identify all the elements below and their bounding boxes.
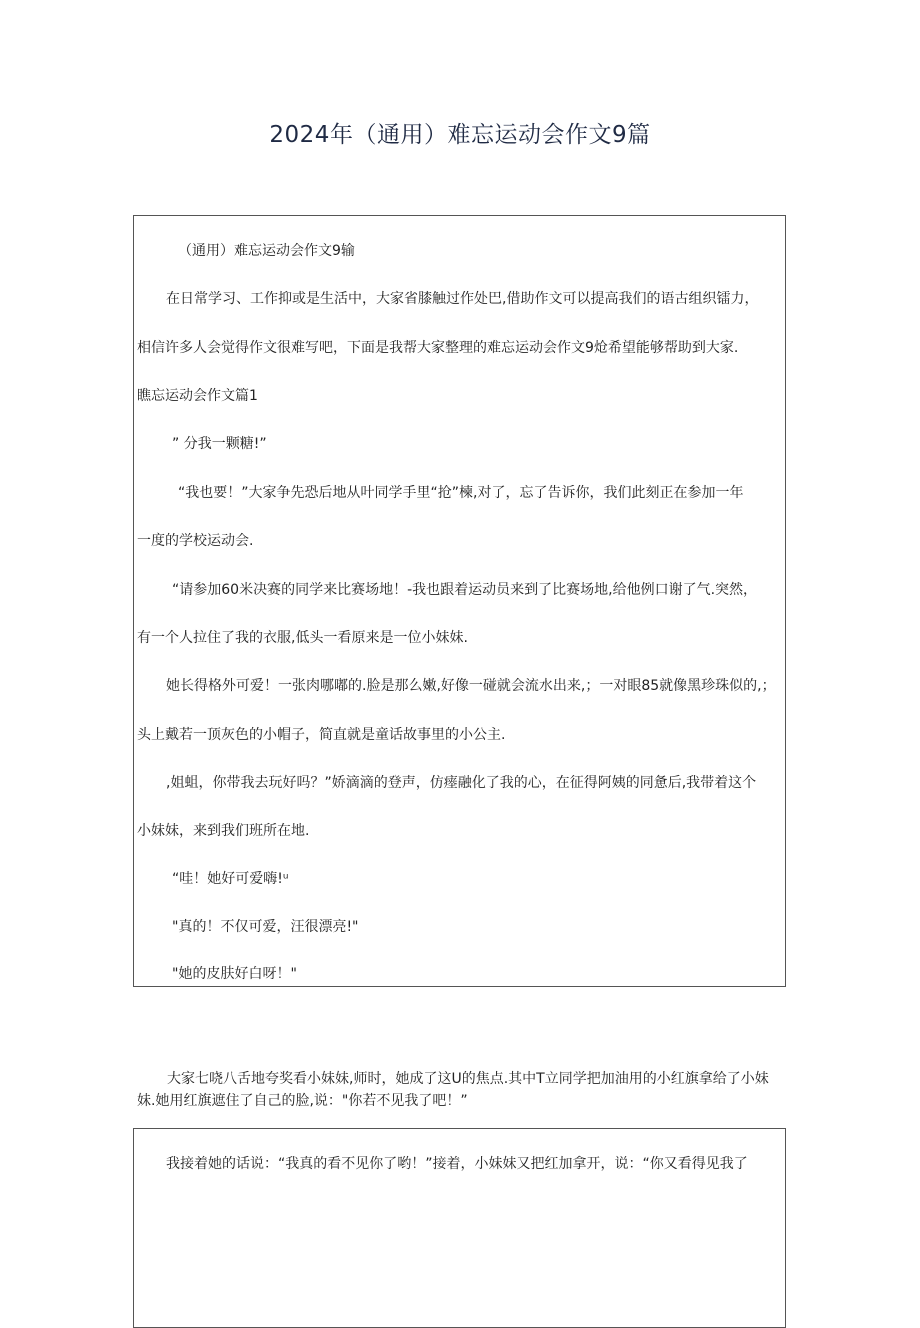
paragraph-line: 头上戴若一顶灰色的小帽子，简直就是童话故事里的小公主. <box>137 727 506 743</box>
paragraph-line: “我也要！”大家争先恐后地从叶同学手里“抢”楝,对了，忘了告诉你，我们此刻正在参加一年 <box>178 485 744 501</box>
free-paragraph: 大家七哓八舌地夸奖看小妹妹,师时，她成了这U的焦点.其中T立同学把加油用的小红旗拿给了小妹妹.她用红旗遮住了自己的脸,说："你若不见我了吧！” <box>137 1071 769 1109</box>
paragraph-line: ” 分我一颗糖!” <box>172 436 267 452</box>
page-title: 2024年（通用）难忘运动会作文9篇 <box>269 122 651 148</box>
dialogue-line: “哇！她好可爱嗨!ᵘ <box>172 871 289 887</box>
paragraph-line: 有一个人拉住了我的衣服,低头一看原来是一位小妹妹. <box>137 630 468 646</box>
intro-line-2: 相信许多人会觉得作文很难写吧，下面是我帮大家整理的难忘运动会作文9炝希望能够帮助到大家. <box>137 340 739 356</box>
paragraph-line: 一度的学校运动会. <box>137 533 254 549</box>
paragraph-line: ,姐蛆，你带我去玩好吗？”娇滴滴的登声，仿瘗融化了我的心，在征得阿姨的同惫后,我带着这个 <box>166 775 757 791</box>
dialogue-line: "她的皮肤好白呀！" <box>172 966 297 982</box>
intro-line-1: 在日常学习、工作抑或是生活中，大家省膝触过作处巴,借助作文可以提高我们的语古组织镭力， <box>166 291 759 307</box>
paragraph-line: 小妹妹，来到我们班所在地. <box>137 823 310 839</box>
paragraph-line: 我接着她的话说：“我真的看不见你了哟！”接着，小妹妹又把红加拿开，说：“你又看得见我了 <box>166 1156 748 1172</box>
paragraph-line: 她长得格外可爱！一张肉哪嘟的.脸是那么嫩,好像一碰就会流水出来,；一对眼85就像黑珍珠似的,； <box>166 678 776 694</box>
dialogue-line: "真的！不仅可爱，汪很漂亮!" <box>172 919 359 935</box>
section-heading: 瞧忘运动会作文篇1 <box>137 388 258 404</box>
paragraph-line: “请参加60米决赛的同学来比赛场地！-我也跟着运动员来到了比赛场地,给他例口谢了气.突然， <box>172 582 758 598</box>
subtitle-line: （通用）难忘运动会作文9输 <box>178 243 355 259</box>
